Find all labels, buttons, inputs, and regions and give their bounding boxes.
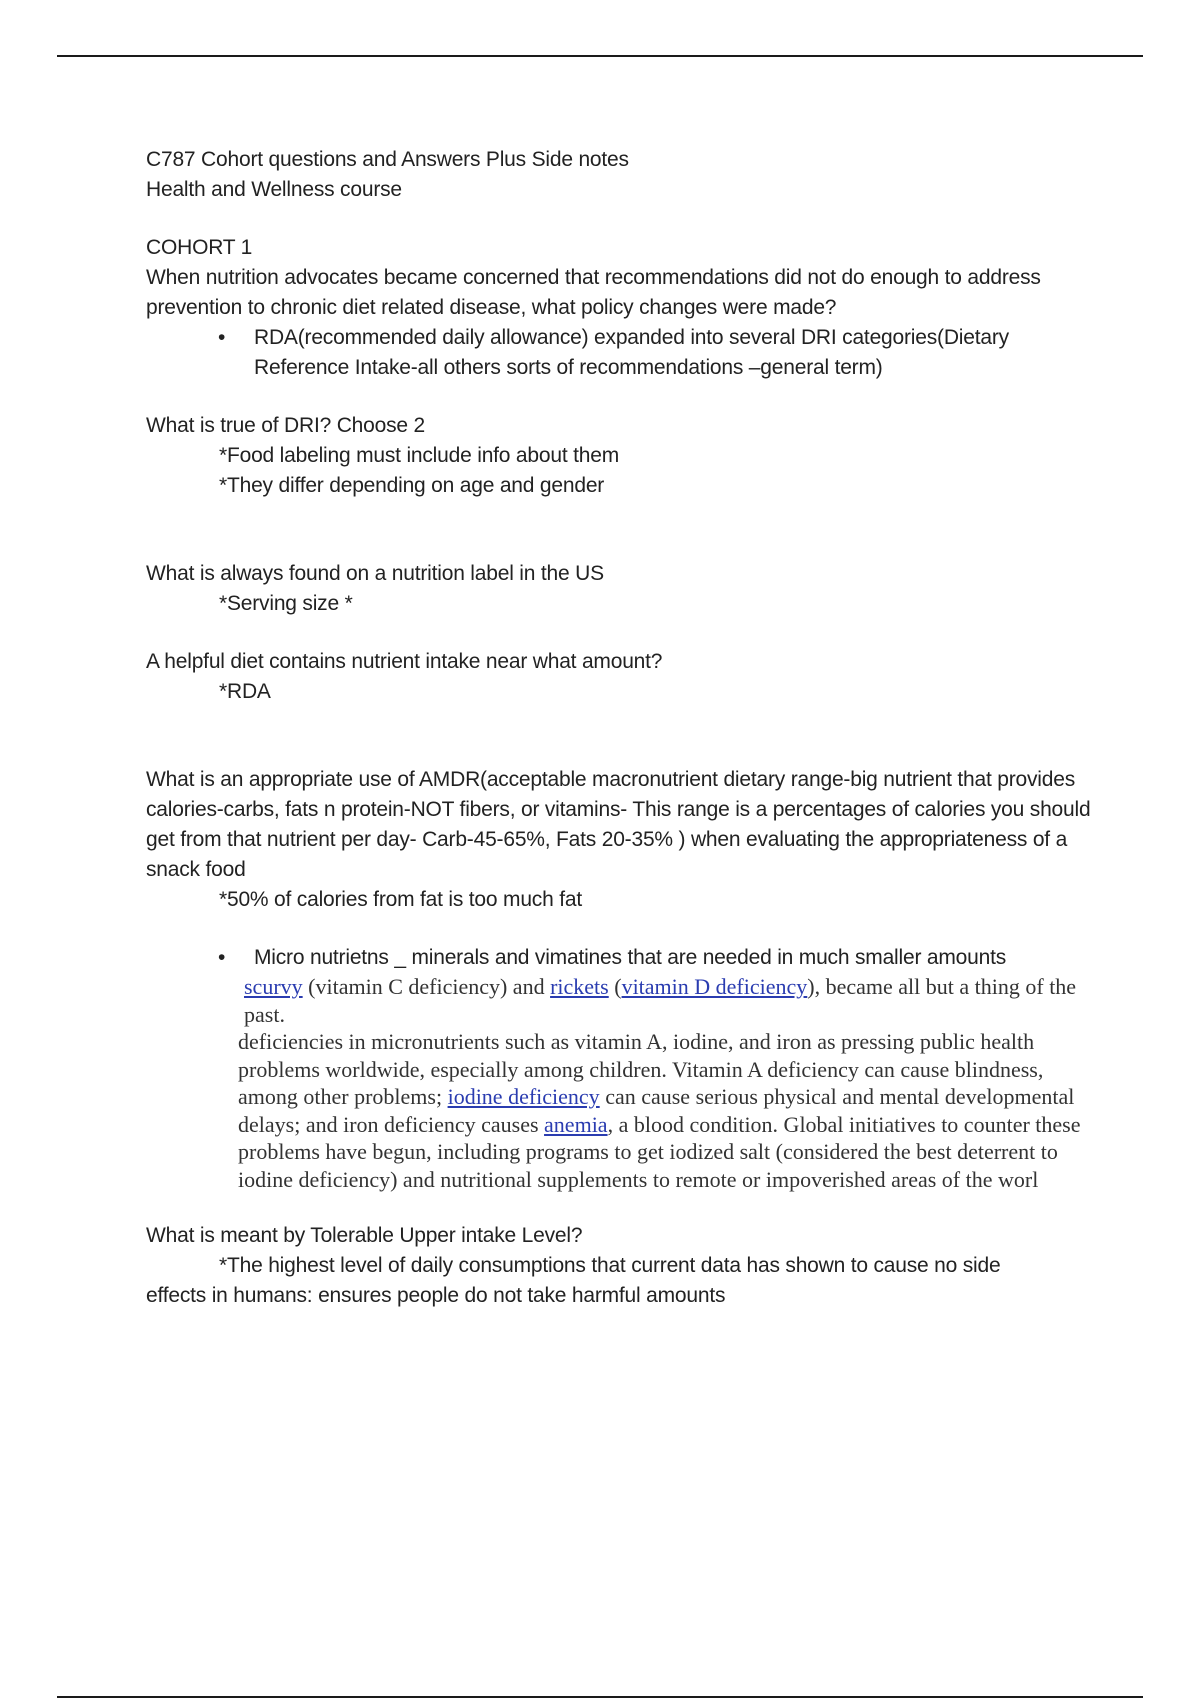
answer-age-gender: *They differ depending on age and gender: [219, 474, 605, 497]
question-upper-intake: What is meant by Tolerable Upper intake Level?: [146, 1224, 583, 1247]
question-dri-true: What is true of DRI? Choose 2: [146, 414, 425, 437]
answer-rda-dri: RDA(recommended daily allowance) expanded into several DRI categories(Dietary Reference Intake-all others sorts of recommendations –general term): [254, 326, 1009, 379]
list-item: [218, 323, 1096, 383]
link-vitamin-d-deficiency[interactable]: vitamin D deficiency: [621, 974, 808, 999]
document-subtitle: Health and Wellness course: [146, 178, 402, 201]
excerpt-paragraph-1: scurvy (vitamin C deficiency) and rickets (vitamin D deficiency), became all but a thing of the past.: [244, 974, 1077, 1027]
document-title: C787 Cohort questions and Answers Plus Side notes: [146, 148, 629, 171]
question-amdr: What is an appropriate use of AMDR(acceptable macronutrient dietary range-big nutrient that provides calories-carbs, fats n protein-NOT fibers, or vitamins- This range is a percentages of calories you should get from that nutrient per day- Carb-45-65%, Fats 20-35% ) when evaluating the appropriateness of a snack food: [146, 768, 1091, 881]
answer-upper-intake-first: *The highest level of daily consumptions that current data has shown to cause no side: [219, 1254, 1001, 1277]
micronutrient-note: Micro nutrietns _ minerals and vimatines that are needed in much smaller amounts: [254, 946, 1007, 969]
excerpt-paragraph-2: deficiencies in micronutrients such as vitamin A, iodine, and iron as pressing public health problems worldwide, especially among children. Vitamin A deficiency can cause blindness, among other problems; iodine deficiency can cause serious physical and mental developmental delays; and iron deficiency causes anemia, a blood condition. Global initiatives to counter these problems have begun, including programs to get iodized salt (considered the best deterrent to iodine deficiency) and nutritional supplements to remote or impoverished areas of the worl: [238, 1029, 1081, 1192]
policy-answer-list: [146, 323, 1096, 383]
bullet-icon: •: [218, 946, 226, 969]
question-helpful-diet: A helpful diet contains nutrient intake near what amount?: [146, 650, 663, 673]
list-item: [218, 943, 1096, 973]
answer-food-labeling: *Food labeling must include info about them: [219, 444, 619, 467]
link-rickets[interactable]: rickets: [550, 974, 609, 999]
question-policy-changes: When nutrition advocates became concerned that recommendations did not do enough to address prevention to chronic diet related disease, what policy changes were made?: [146, 266, 1041, 319]
micronutrient-list: [146, 943, 1096, 973]
header-rule: [57, 55, 1143, 57]
answer-serving-size: *Serving size *: [219, 592, 353, 615]
bullet-icon: •: [218, 326, 226, 349]
link-anemia[interactable]: anemia: [544, 1111, 608, 1137]
answer-fat-calories: *50% of calories from fat is too much fat: [219, 888, 582, 911]
cohort-heading: COHORT 1: [146, 236, 253, 259]
micronutrient-excerpt: [146, 973, 1096, 1193]
link-scurvy[interactable]: scurvy: [244, 974, 303, 999]
answer-rda: *RDA: [219, 680, 271, 703]
question-nutrition-label: What is always found on a nutrition label in the US: [146, 562, 604, 585]
link-iodine-deficiency[interactable]: iodine deficiency: [447, 1084, 600, 1109]
document-body: [146, 145, 1096, 1311]
answer-upper-intake-rest: effects in humans: ensures people do not take harmful amounts: [146, 1284, 726, 1307]
footer-rule: [57, 1696, 1143, 1698]
